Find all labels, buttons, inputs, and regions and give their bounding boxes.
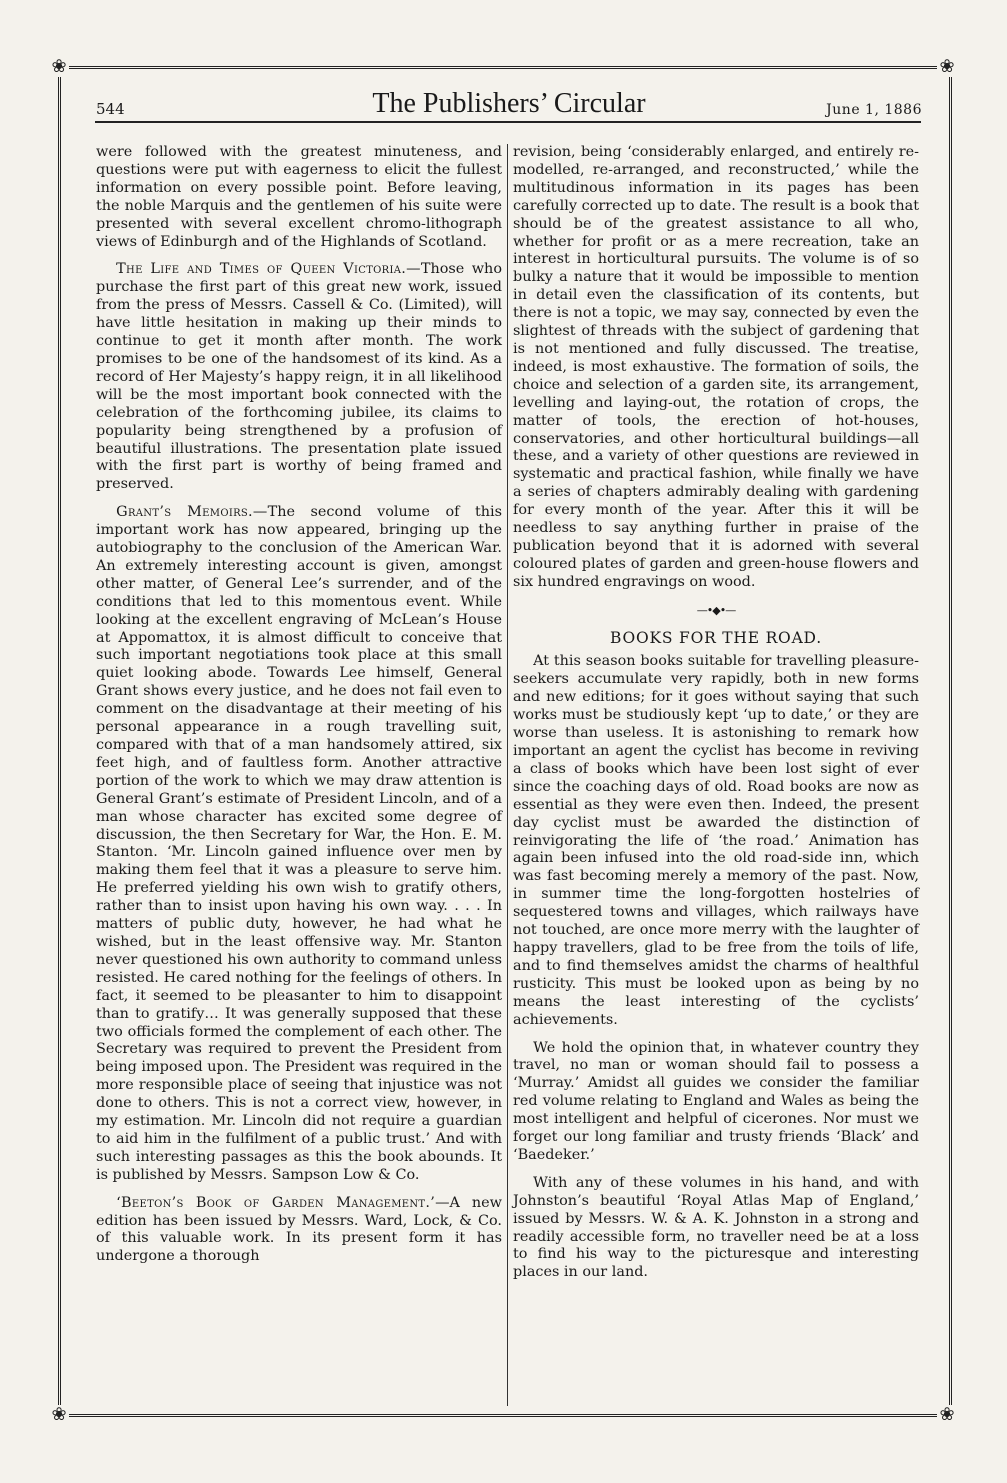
article-body: —A new edition has been issued by Messrs. Ward, Lock, & Co. of this valuable work. In its present form it has undergone a thorough [96, 1194, 502, 1265]
left-column [96, 144, 502, 1276]
section-title: BOOKS FOR THE ROAD. [610, 628, 822, 647]
floral-corner-ornament-icon: ❀ [49, 57, 69, 77]
article-heading: The Life and Times of Queen Victoria.— [116, 261, 421, 278]
page-header [96, 86, 922, 120]
issue-date: June 1, 1886 [826, 102, 922, 118]
publication-title: The Publishers’ Circular [372, 88, 646, 119]
right-column [513, 144, 919, 1292]
bottom-double-rule [58, 1414, 946, 1417]
column-divider [507, 144, 508, 1406]
paragraph: At this season books suitable for travelling pleasure-seekers accumulate very rapidly, both in new forms and new editions; for it goes without saying that such works must be studiously kept ‘up to date,’ or they are worse than useless. It is astonishing to remark how important an agent the cyclist has become in reviving a class of books which have been lost sight of ever since the coaching days of old. Road books are now as essential as they were even then. Indeed, the present day cyclist must be awarded the distinction of reinvigorating the life of ‘the road.’ Animation has again been infused into the old road-side inn, which was fast becoming merely a memory of the past. Now, in summer time the long-forgotten hostelries of sequestered towns and villages, which railways have not touched, are once more merry with the laughter of happy travellers, glad to be free from the toils of life, and to find themselves amidst the charms of healthful rusticity. This must be looked upon as being by no means the least interesting of the cyclists’ achievements. [513, 653, 919, 1028]
paragraph: With any of these volumes in his hand, and with Johnston’s beautiful ‘Royal Atlas Map of England,’ issued by Messrs. W. & A. K. Johnston in a strong and readily accessible form, no traveller need be at a loss to find his way to the picturesque and interesting places in our land. [513, 1174, 919, 1281]
article-heading: Grant’s Memoirs.— [116, 504, 268, 521]
paragraph [96, 1195, 502, 1267]
article-body: Those who purchase the first part of this great new work, issued from the press of Messrs. Cassell & Co. (Limited), will have little hesitation in making up their minds to continue to get it month after month. The work promises to be one of the handsomest of its kind. As a record of Her Majesty’s happy reign, it in all likelihood will be the most important book connected with the celebration of the forthcoming jubilee, its claims to popularity being strengthened by a profusion of beautiful illustrations. The presentation plate issued with the first part is worthy of being framed and preserved. [96, 261, 502, 493]
floral-corner-ornament-icon: ❀ [937, 57, 957, 77]
header-rule [95, 121, 921, 123]
article-heading: ‘Beeton’s Book of Garden Management.’ [116, 1194, 436, 1211]
floral-corner-ornament-icon: ❀ [937, 1405, 957, 1425]
page-number: 544 [96, 100, 125, 118]
paragraph [96, 261, 502, 494]
paragraph: were followed with the greatest minuteness, and questions were put with eagerness to elicit the fullest information on every possible point. Before leaving, the noble Marquis and the gentlemen of his suite were presented with several excellent chromo-lithograph views of Edinburgh and of the Highlands of Scotland. [96, 144, 502, 250]
paragraph [96, 504, 502, 1184]
article-body: The second volume of this important work has now appeared, bringing up the autobiography to the conclusion of the American War. An extremely interesting account is given, amongst other matter, of General Lee’s surrender, and of the conditions that led to this momentous event. While looking at the excellent engraving of McLean’s House at Appomattox, it is almost difficult to conceive that such important negotiations took place at this small quiet looking abode. Towards Lee himself, General Grant shows every justice, and he does not fail even to comment on the disadvantage at their meeting of his personal appearance in a rough travelling suit, compared with that of a man handsomely attired, six feet high, and of faultless form. Another attractive portion of the work to which we may draw attention is General Grant’s estimate of President Lincoln, and of a man whose character has excited some degree of discussion, the then Secretary for War, the Hon. E. M. Stanton. ‘Mr. Lincoln gained influence over men by making them feel that it was a pleasure to serve him. He preferred yielding his own wish to gratify others, rather than to insist upon having his own way. . . . In matters of public duty, however, he had what he wished, but in the least offensive way. Mr. Stanton never questioned his own authority to command unless resisted. He cared nothing for the feelings of others. In fact, it seemed to be pleasanter to him to disappoint than to gratify… It was generally supposed that these two officials formed the complement of each other. The Secretary was required to prevent the President from being imposed upon. The President was required in the more responsible place of seeing that injustice was not done to others. This is not a correct view, however, in my estimation. Mr. Lincoln did not require a guardian to aid him in the fulfilment of a public trust.’ And with such interesting passages as this the book abounds. It is published by Messrs. Sampson Low & Co. [96, 504, 502, 1183]
paragraph: We hold the opinion that, in whatever country they travel, no man or woman should fail to possess a ‘Murray.’ Amidst all guides we consider the familiar red volume relating to England and Wales as being the most intelligent and helpful of cicerones. Nor must we forget our long familiar and trusty friends ‘Black’ and ‘Baedeker.’ [513, 1039, 919, 1163]
floral-corner-ornament-icon: ❀ [49, 1405, 69, 1425]
top-double-rule [58, 66, 946, 69]
paragraph: revision, being ‘considerably enlarged, and entirely re-modelled, re-arranged, and reconstructed,’ while the multitudinous information in its pages has been carefully corrected up to date. The result is a book that should be of the greatest assistance to all who, whether for profit or as a mere recreation, take an interest in horticultural pursuits. The volume is of so bulky a nature that it would be impossible to mention in detail even the classification of its contents, but there is not a topic, we may say, connected by even the slightest of threads with the subject of gardening that is not mentioned and fully discussed. The treatise, indeed, is most exhaustive. The formation of soils, the choice and selection of a garden site, its arrangement, levelling and laying-out, the rotation of crops, the matter of tools, the erection of hot-houses, conservatories, and other horticultural buildings—all these, and a variety of other questions are reviewed in systematic and practical fashion, while finally we have a series of chapters admirably dealing with gardening for every month of the year. After this it will be needless to say anything further in praise of the publication beyond that it is adorned with several coloured plates of garden and green-house flowers and six hundred engravings on wood. [513, 144, 919, 590]
fleuron-ornament: —•◆•— [696, 603, 736, 617]
